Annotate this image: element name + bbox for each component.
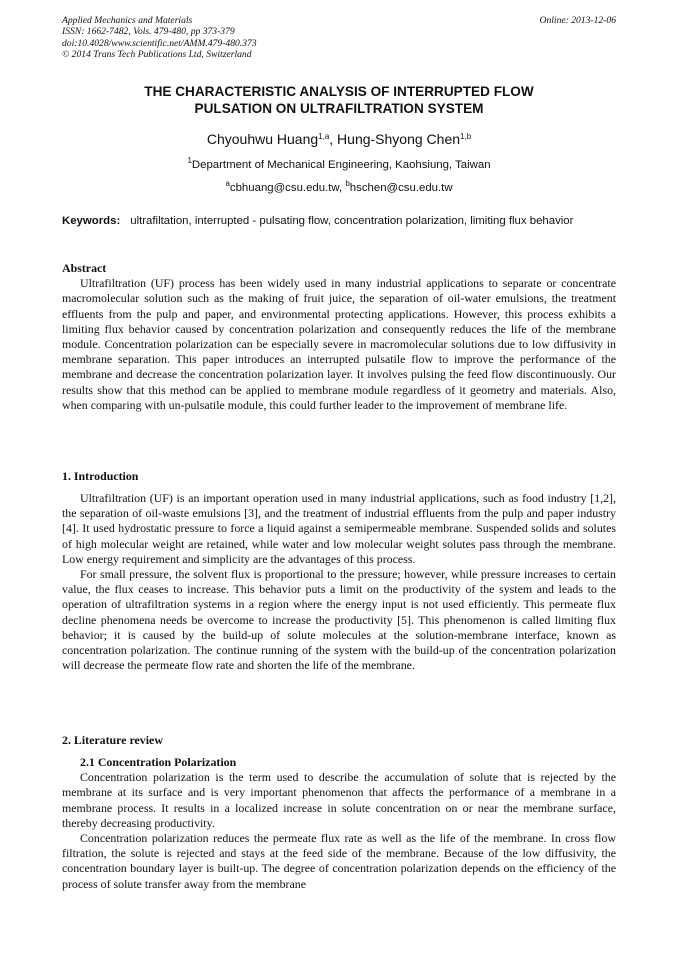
keywords-label: Keywords: (62, 215, 121, 227)
author-emails (62, 181, 616, 195)
paper-title (62, 83, 616, 118)
keywords-text: ultrafiltation, interrupted - pulsating flow, concentration polarization, limiting flux behavior (130, 215, 574, 227)
title-line-2: PULSATION ON ULTRAFILTRATION SYSTEM (194, 101, 484, 117)
literature-heading: 2. Literature review (62, 733, 163, 747)
author-2-marker: 1,b (460, 132, 472, 141)
affiliation-marker: 1 (187, 156, 192, 165)
doi-line: doi:10.4028/www.scientific.net/AMM.479-480.373 (62, 37, 257, 49)
literature-para-1: Concentration polarization is the term used to describe the accumulation of solute that is rejected by the membrane at its surface and is very important phenomenon that affects the performance of a membrane in a membrane process. It results in a localized increase in solute concentration on or near the membrane surface, thereby decreasing productivity. (62, 770, 616, 830)
journal-name: Applied Mechanics and Materials (62, 15, 193, 26)
author-2-name: Hung-Shyong Chen (337, 131, 461, 147)
affiliation-text: Department of Mechanical Engineering, Kaohsiung, Taiwan (191, 159, 491, 171)
keywords (62, 214, 616, 229)
online-date: Online: 2013-12-06 (539, 15, 616, 26)
journal-header (62, 15, 257, 60)
abstract-heading: Abstract (62, 261, 107, 275)
email-a: cbhuang@csu.edu.tw (229, 182, 339, 194)
introduction-body (62, 491, 616, 673)
affiliation (62, 158, 616, 172)
literature-para-2: Concentration polarization reduces the permeate flux rate as well as the life of the membrane. In cross flow filtration, the solute is rejected and stays at the feed side of the membrane. Because of the low diffusivity, the concentration boundary layer is built-up. The degree of concentration polarization depends on the efficiency of the process of solute transfer away from the membrane (62, 831, 616, 891)
email-a-marker: a (225, 179, 230, 188)
email-b-marker: b (345, 179, 350, 188)
email-b: hschen@csu.edu.tw (349, 182, 453, 194)
introduction-para-1: Ultrafiltration (UF) is an important operation used in many industrial applications, such as food industry [1,2], the separation of oil-waste emulsions [3], and the treatment of industrial effluents from the pulp and paper industry [4]. It used hydrostatic pressure to force a liquid against a semipermeable membrane. Suspended solids and solutes of high molecular weight are retained, while water and low molecular weight solutes pass through the membrane. Low energy requirement and simplicity are the advantages of this process. (62, 491, 616, 566)
title-line-1: THE CHARACTERISTIC ANALYSIS OF INTERRUPTED FLOW (144, 84, 534, 99)
introduction-section (62, 469, 616, 484)
issn-line: ISSN: 1662-7482, Vols. 479-480, pp 373-379 (62, 26, 235, 38)
concentration-polarization-subheading: 2.1 Concentration Polarization (80, 755, 237, 769)
email-separator: , (339, 182, 346, 194)
author-1-marker: 1,a (318, 132, 330, 141)
abstract-section (62, 261, 616, 413)
author-separator: , (329, 131, 338, 147)
copyright-line: © 2014 Trans Tech Publications Ltd, Switzerland (62, 48, 252, 60)
author-1-name: Chyouhwu Huang (206, 131, 319, 147)
introduction-para-2: For small pressure, the solvent flux is proportional to the pressure; however, while pressure increases to certain value, the flux ceases to increase. This behavior puts a limit on the productivity of the system and leads to the operation of ultrafiltration systems in a region where the energy input is not used efficiently. This permeate flux decline phenomena needs be overcome to increase the productivity [5]. This phenomenon is called limiting flux behavior; it is caused by the build-up of solute molecules at the solution-membrane interface, known as concentration polarization. The continue running of the system with the build-up of the concentration polarization will decrease the permeate flow rate and shorten the life of the membrane. (62, 567, 616, 673)
abstract-text: Ultrafiltration (UF) process has been widely used in many industrial applications to separate or concentrate macromolecular solution such as the making of fruit juice, the separation of oil-water emulsions, the treatment effluents from the pulp and paper, and environmental protecting applications. However, this process exhibits a limiting flux behavior caused by concentration polarization and consequently reduces the life of the membrane module. Concentration polarization can be especially severe in macromolecular solutions due to low diffusivity in membrane separation. This paper introduces an interrupted pulsatile flow to improve the performance of the membrane and decrease the concentration polarization layer. It involves pulsing the feed flow discontinuously. Our results show that this method can be applied to membrane module regardless of it geometry and materials. Also, when comparing with un-pulsatile module, this could further leader to the improvement of membrane life. (62, 276, 616, 412)
author-list (62, 131, 616, 148)
introduction-heading: 1. Introduction (62, 469, 139, 483)
literature-body (62, 755, 616, 892)
literature-section (62, 733, 616, 748)
